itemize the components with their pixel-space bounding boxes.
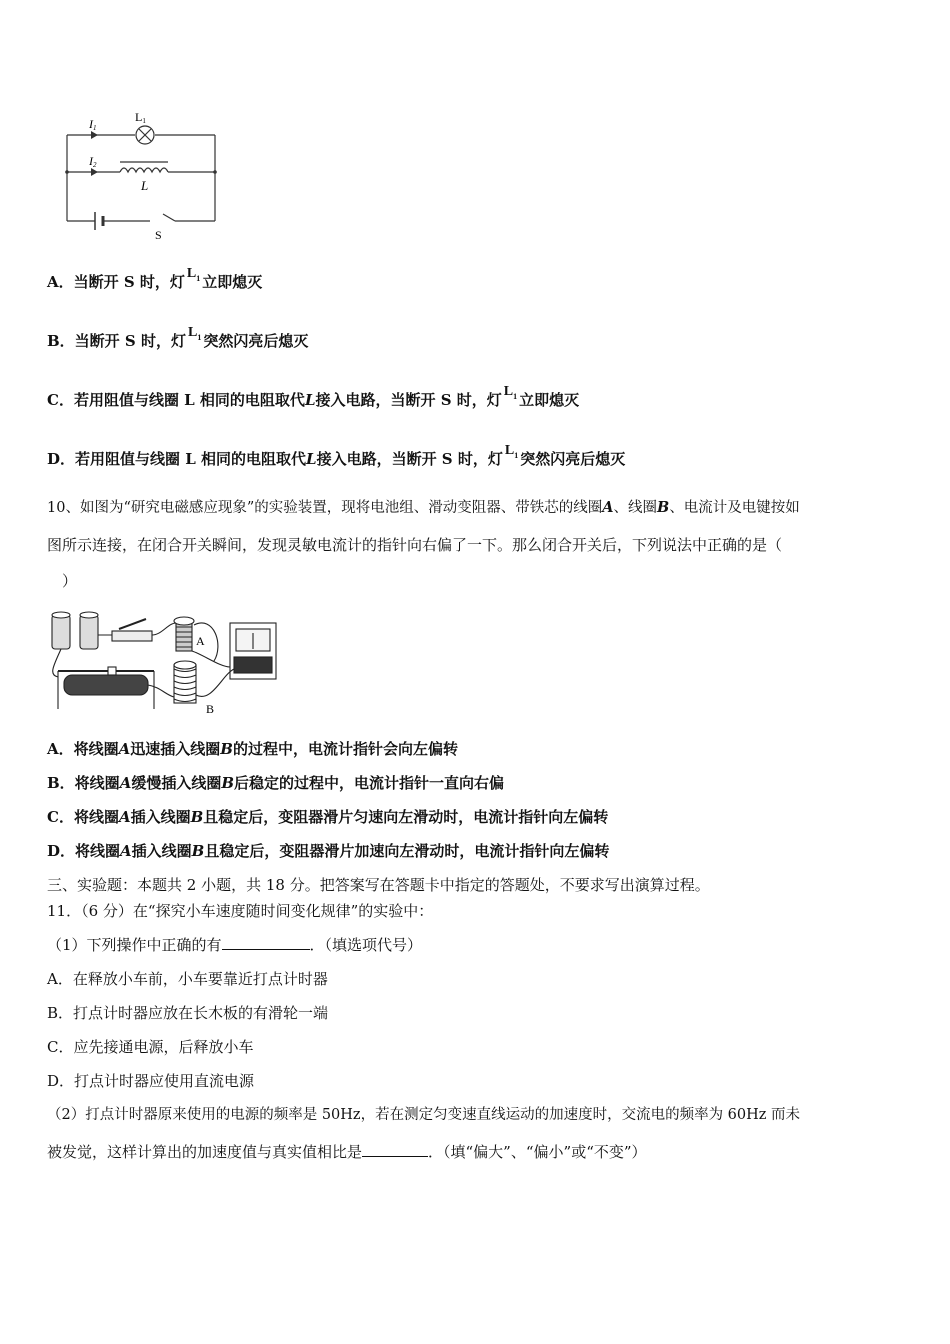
option-text: B．将线圈 bbox=[47, 774, 120, 792]
lamp-symbol-sub: 1 bbox=[513, 391, 518, 401]
answer-blank bbox=[222, 934, 310, 950]
coil-a-label: A bbox=[119, 774, 132, 792]
galvanometer-icon bbox=[230, 623, 276, 679]
switch-icon bbox=[112, 619, 152, 641]
option-text: D．若用阻值与线圈 L 相同的电阻取代 bbox=[47, 450, 307, 468]
option-text: C．若用阻值与线圈 L 相同的电阻取代 bbox=[47, 391, 305, 409]
rheostat-icon bbox=[58, 667, 154, 709]
label-i2: I bbox=[89, 154, 93, 168]
coil-a-label: A bbox=[120, 842, 132, 860]
svg-text:I2 bbox=[88, 154, 97, 169]
q11-option-c: C．应先接通电源，后释放小车 bbox=[47, 1038, 254, 1056]
option-text: 突然闪亮后熄灭 bbox=[520, 450, 626, 468]
stem-text: 10、如图为“研究电磁感应现象”的实验装置，现将电池组、滑动变阻器、带铁芯的线圈 bbox=[47, 500, 603, 516]
coil-b-label: B bbox=[657, 499, 670, 516]
option-text: 且稳定后，变阻器滑片加速向左滑动时，电流计指针向左偏转 bbox=[204, 842, 610, 860]
coil-symbol: L bbox=[304, 391, 316, 409]
lamp-symbol bbox=[503, 443, 520, 458]
q11-option-b: B．打点计时器应放在长木板的有滑轮一端 bbox=[47, 1004, 329, 1022]
svg-text:I1 bbox=[88, 117, 97, 132]
lamp-symbol bbox=[185, 266, 202, 281]
q9-option-c bbox=[47, 384, 580, 418]
stem-text: ．（填选项代号） bbox=[309, 936, 423, 954]
section-heading: 三、实验题：本题共 2 小题，共 18 分。把答案写在答题卡中指定的答题处，不要求写出演算过程。 bbox=[47, 876, 710, 894]
option-text: C．将线圈 bbox=[47, 808, 119, 826]
option-text: B．当断开 S 时，灯 bbox=[47, 332, 186, 350]
label-i2-sub: 2 bbox=[93, 161, 97, 169]
induction-apparatus-figure bbox=[44, 605, 284, 715]
q11-option-a: A．在释放小车前，小车要靠近打点计时器 bbox=[47, 970, 328, 988]
lamp-symbol-sub: 1 bbox=[197, 332, 202, 342]
q11-option-d: D．打点计时器应使用直流电源 bbox=[47, 1072, 255, 1090]
fig-label-a: A bbox=[196, 634, 205, 648]
svg-text:L1 bbox=[135, 110, 146, 125]
stem-text: 被发觉，这样计算出的加速度值与真实值相比是 bbox=[47, 1143, 363, 1161]
coil-b-label: B bbox=[191, 842, 205, 860]
lamp-symbol-letter: L bbox=[187, 325, 198, 340]
stem-text: （1）下列操作中正确的有 bbox=[47, 936, 222, 954]
option-text: 后稳定的过程中，电流计指针一直向右偏 bbox=[234, 774, 505, 792]
q11-sub2-line1: （2）打点计时器原来使用的电源的频率是 50Hz，若在测定匀变速直线运动的加速度时，交流电的频率为 60Hz 而未 bbox=[47, 1107, 801, 1123]
coil-symbol: L bbox=[306, 450, 317, 468]
q10-option-b bbox=[47, 772, 504, 794]
label-lamp: L bbox=[135, 110, 143, 124]
label-switch: S bbox=[155, 228, 162, 242]
option-text: 的过程中，电流计指针会向左偏转 bbox=[232, 740, 458, 758]
battery-cell-icon bbox=[80, 612, 98, 649]
label-coil: L bbox=[141, 178, 149, 193]
q10-option-c bbox=[47, 806, 608, 828]
coil-b-label: B bbox=[220, 740, 233, 758]
q9-option-d bbox=[47, 443, 626, 477]
q10-option-a bbox=[47, 738, 458, 760]
option-text: 立即熄灭 bbox=[202, 273, 263, 291]
option-text: 接入电路，当断开 S 时，灯 bbox=[315, 391, 502, 409]
option-text: 接入电路，当断开 S 时，灯 bbox=[316, 450, 503, 468]
q11-title: 11．（6 分）在“探究小车速度随时间变化规律”的实验中： bbox=[47, 902, 434, 920]
lamp-icon bbox=[136, 126, 154, 144]
coil-a-label: A bbox=[118, 808, 131, 826]
battery-icon bbox=[95, 212, 103, 230]
option-text: A．当断开 S 时，灯 bbox=[47, 273, 185, 291]
option-text: 插入线圈 bbox=[131, 842, 192, 860]
option-text: 缓慢插入线圈 bbox=[131, 774, 222, 792]
option-text: 迅速插入线圈 bbox=[130, 740, 221, 758]
lamp-symbol-letter: L bbox=[503, 384, 514, 399]
q10-stem-line1 bbox=[47, 497, 800, 519]
q9-option-a bbox=[47, 266, 263, 300]
lamp-symbol bbox=[186, 325, 203, 340]
option-text: 插入线圈 bbox=[130, 808, 191, 826]
coil-b-label: B bbox=[190, 808, 204, 826]
q11-sub2-line2 bbox=[47, 1141, 647, 1163]
option-text: D．将线圈 bbox=[47, 842, 121, 860]
coil-a-label: A bbox=[118, 740, 131, 758]
q10-stem-line2: 图所示连接，在闭合开关瞬间，发现灵敏电流计的指针向右偏了一下。那么闭合开关后，下列说法中正确的是（ bbox=[47, 536, 783, 554]
option-text: 且稳定后，变阻器滑片匀速向左滑动时，电流计指针向左偏转 bbox=[203, 808, 609, 826]
stem-text: 、线圈 bbox=[613, 500, 658, 516]
circuit-diagram bbox=[55, 108, 235, 248]
coil-a-icon bbox=[174, 617, 194, 651]
label-lamp-sub: 1 bbox=[142, 117, 146, 125]
q10-option-d bbox=[47, 840, 609, 862]
lamp-symbol-letter: L bbox=[186, 266, 197, 281]
option-text: 立即熄灭 bbox=[519, 391, 580, 409]
current-arrow-icon bbox=[91, 131, 98, 139]
lamp-symbol-sub: 1 bbox=[514, 450, 519, 460]
fig-label-b: B bbox=[206, 702, 215, 715]
label-i1: I bbox=[89, 117, 93, 131]
label-i1-sub: 1 bbox=[93, 124, 97, 132]
coil-b-icon bbox=[174, 661, 196, 703]
stem-text: ．（填“偏大”、“偏小”或“不变”） bbox=[428, 1143, 647, 1161]
q10-stem-line3: ） bbox=[62, 572, 78, 590]
coil-a-label: A bbox=[602, 499, 614, 516]
answer-blank bbox=[362, 1141, 428, 1157]
option-text: A．将线圈 bbox=[47, 740, 119, 758]
stem-text: 、电流计及电键按如 bbox=[669, 500, 800, 516]
coil-b-label: B bbox=[221, 774, 235, 792]
current-arrow-icon bbox=[91, 168, 98, 176]
lamp-symbol-sub: 1 bbox=[196, 273, 201, 283]
q9-option-b bbox=[47, 325, 309, 359]
lamp-symbol-letter: L bbox=[504, 443, 515, 458]
q11-sub1 bbox=[47, 934, 422, 956]
battery-cell-icon bbox=[52, 612, 70, 649]
option-text: 突然闪亮后熄灭 bbox=[203, 332, 309, 350]
lamp-symbol bbox=[502, 384, 519, 399]
